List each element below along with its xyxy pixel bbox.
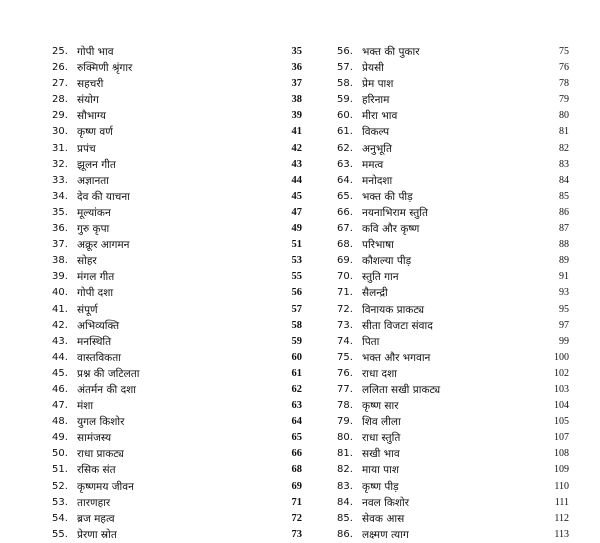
- entry-number: 72.: [337, 303, 353, 315]
- entry-title: विनायक प्राकट्य: [362, 303, 425, 316]
- entry-number: 67.: [337, 223, 353, 235]
- contents-entry: [52, 157, 302, 173]
- entry-number: 49.: [52, 432, 68, 444]
- entry-page-number: 62: [291, 383, 302, 395]
- entry-number: 74.: [337, 335, 353, 347]
- entry-number: 29.: [52, 110, 68, 122]
- entry-number: 64.: [337, 174, 353, 186]
- entry-number: 61.: [337, 126, 353, 138]
- entry-number: 48.: [52, 416, 68, 428]
- entry-page-number: 60: [291, 351, 302, 363]
- entry-title: शिव लीला: [362, 416, 401, 429]
- entry-title: रसिक संत: [77, 464, 116, 477]
- contents-entry: [337, 237, 569, 253]
- contents-entry: [337, 511, 569, 527]
- entry-number: 77.: [337, 383, 353, 395]
- entry-page-number: 63: [291, 400, 302, 412]
- entry-title: कौशल्या पीड़: [362, 255, 412, 268]
- entry-title: नयनाभिराम स्तुति: [362, 206, 428, 219]
- contents-entry: [337, 366, 569, 382]
- entry-number: 25.: [52, 46, 68, 57]
- entry-title: मीरा भाव: [362, 110, 398, 123]
- entry-number: 76.: [337, 367, 353, 379]
- entry-page-number: 57: [291, 303, 302, 315]
- entry-title: सामंजस्य: [77, 432, 112, 445]
- contents-entry: [337, 495, 569, 511]
- entry-number: 68.: [337, 239, 353, 251]
- contents-entry: [52, 205, 302, 221]
- entry-number: 30.: [52, 126, 68, 138]
- entry-page-number: 100: [554, 351, 569, 363]
- entry-title: मूल्यांकन: [77, 206, 111, 219]
- entry-page-number: 89: [559, 255, 569, 267]
- entry-title: मनस्थिति: [77, 335, 112, 348]
- contents-entry: [52, 479, 302, 495]
- entry-page-number: 39: [291, 110, 302, 122]
- entry-title: अनुभूति: [362, 142, 392, 155]
- entry-page-number: 84: [559, 174, 569, 186]
- contents-entry: [337, 124, 569, 140]
- entry-page-number: 61: [291, 367, 302, 379]
- entry-page-number: 109: [554, 464, 569, 476]
- entry-page-number: 42: [291, 142, 302, 154]
- entry-page-number: 102: [554, 367, 569, 379]
- entry-title: प्रेरणा स्रोत: [77, 528, 117, 541]
- contents-entry: [337, 318, 569, 334]
- entry-number: 85.: [337, 512, 353, 524]
- entry-title: सेवक आस: [362, 512, 405, 525]
- entry-page-number: 58: [291, 319, 302, 331]
- entry-page-number: 86: [559, 206, 569, 218]
- entry-title: नवल किशोर: [362, 496, 410, 509]
- entry-page-number: 80: [559, 110, 569, 122]
- entry-number: 33.: [52, 174, 68, 186]
- contents-entry: [52, 189, 302, 205]
- entry-page-number: 93: [559, 287, 569, 299]
- entry-page-number: 87: [559, 223, 569, 235]
- entry-page-number: 66: [291, 448, 302, 460]
- entry-title: वास्तविकता: [77, 351, 121, 364]
- entry-number: 56.: [337, 46, 353, 57]
- entry-number: 62.: [337, 142, 353, 154]
- contents-entry: [52, 141, 302, 157]
- entry-page-number: 47: [291, 206, 302, 218]
- contents-entry: [52, 366, 302, 382]
- entry-number: 47.: [52, 400, 68, 412]
- entry-page-number: 38: [291, 94, 302, 106]
- contents-entry: [337, 430, 569, 446]
- contents-entry: [52, 511, 302, 527]
- contents-entry: [337, 221, 569, 237]
- entry-number: 52.: [52, 480, 68, 492]
- entry-number: 57.: [337, 62, 353, 74]
- entry-title: भक्त की पुकार: [362, 46, 420, 58]
- contents-entry: [52, 414, 302, 430]
- entry-page-number: 51: [291, 239, 302, 251]
- entry-number: 66.: [337, 206, 353, 218]
- entry-number: 40.: [52, 287, 68, 299]
- contents-entry: [337, 462, 569, 478]
- contents-entry: [337, 479, 569, 495]
- entry-title: कृष्ण सार: [362, 400, 399, 413]
- entry-number: 42.: [52, 319, 68, 331]
- contents-entry: [52, 430, 302, 446]
- entry-number: 45.: [52, 367, 68, 379]
- contents-entry: [52, 334, 302, 350]
- entry-number: 36.: [52, 223, 68, 235]
- entry-page-number: 64: [291, 416, 302, 428]
- contents-entry: [52, 60, 302, 76]
- entry-page-number: 91: [559, 271, 569, 283]
- entry-title: सौभाग्य: [77, 110, 106, 123]
- entry-number: 78.: [337, 400, 353, 412]
- contents-entry: [52, 398, 302, 414]
- entry-page-number: 49: [291, 223, 302, 235]
- entry-number: 43.: [52, 335, 68, 347]
- entry-number: 35.: [52, 206, 68, 218]
- entry-number: 84.: [337, 496, 353, 508]
- entry-title: सोहर: [77, 255, 97, 268]
- entry-title: सहचरी: [77, 78, 104, 91]
- entry-page-number: 72: [291, 512, 302, 524]
- entry-page-number: 37: [291, 78, 302, 90]
- entry-page-number: 73: [291, 528, 302, 540]
- contents-entry: [337, 92, 569, 108]
- contents-entry: [52, 44, 302, 60]
- contents-entry: [52, 237, 302, 253]
- contents-entry: [337, 44, 569, 60]
- entry-page-number: 69: [291, 480, 302, 492]
- contents-entry: [337, 446, 569, 462]
- contents-entry: [52, 462, 302, 478]
- entry-title: गोपी दशा: [77, 287, 114, 300]
- entry-title: प्रपंच: [77, 142, 96, 155]
- entry-number: 60.: [337, 110, 353, 122]
- entry-page-number: 43: [291, 158, 302, 170]
- entry-page-number: 36: [291, 62, 302, 74]
- contents-entry: [337, 302, 569, 318]
- contents-entry: [52, 527, 302, 543]
- entry-number: 82.: [337, 464, 353, 476]
- entry-number: 86.: [337, 528, 353, 540]
- entry-page-number: 71: [291, 496, 302, 508]
- entry-page-number: 78: [559, 78, 569, 90]
- entry-number: 81.: [337, 448, 353, 460]
- entry-title: देव की याचना: [77, 190, 130, 203]
- entry-page-number: 83: [559, 158, 569, 170]
- entry-number: 32.: [52, 158, 68, 170]
- contents-entry: [337, 527, 569, 543]
- entry-page-number: 53: [291, 255, 302, 267]
- entry-page-number: 82: [559, 142, 569, 154]
- entry-title: अभिव्यक्ति: [77, 319, 120, 332]
- entry-number: 39.: [52, 271, 68, 283]
- entry-title: कृष्ण पीड़: [362, 480, 399, 493]
- entry-page-number: 105: [554, 416, 569, 428]
- contents-entry: [337, 189, 569, 205]
- entry-page-number: 88: [559, 239, 569, 251]
- contents-entry: [52, 495, 302, 511]
- contents-entry: [52, 382, 302, 398]
- entry-title: प्रश्न की जटिलता: [77, 367, 140, 380]
- entry-number: 53.: [52, 496, 68, 508]
- entry-number: 54.: [52, 512, 68, 524]
- entry-page-number: 113: [554, 528, 569, 540]
- entry-number: 75.: [337, 351, 353, 363]
- entry-title: राधा दशा: [362, 367, 397, 380]
- entry-page-number: 75: [559, 46, 569, 57]
- contents-column-left: [52, 44, 302, 543]
- entry-title: ब्रज महत्व: [77, 512, 115, 525]
- entry-number: 65.: [337, 190, 353, 202]
- entry-page-number: 81: [559, 126, 569, 138]
- contents-entry: [52, 318, 302, 334]
- entry-title: सखी भाव: [362, 448, 400, 461]
- entry-title: सीता विजटा संवाद: [362, 319, 433, 332]
- entry-title: गोपी भाव: [77, 46, 114, 58]
- entry-page-number: 68: [291, 464, 302, 476]
- entry-page-number: 99: [559, 335, 569, 347]
- entry-title: कृष्णमय जीवन: [77, 480, 134, 493]
- entry-page-number: 79: [559, 94, 569, 106]
- contents-entry: [337, 108, 569, 124]
- contents-entry: [337, 76, 569, 92]
- entry-title: भक्त की पीड़: [362, 190, 413, 203]
- entry-number: 27.: [52, 78, 68, 90]
- entry-page-number: 103: [554, 383, 569, 395]
- entry-page-number: 97: [559, 319, 569, 331]
- entry-number: 63.: [337, 158, 353, 170]
- entry-title: पिता: [362, 335, 380, 348]
- contents-entry: [337, 269, 569, 285]
- entry-title: मनोदशा: [362, 174, 393, 187]
- entry-title: परिभाषा: [362, 239, 394, 252]
- entry-title: युगल किशोर: [77, 416, 125, 429]
- entry-number: 83.: [337, 480, 353, 492]
- contents-entry: [52, 302, 302, 318]
- contents-entry: [52, 350, 302, 366]
- contents-entry: [52, 76, 302, 92]
- entry-number: 38.: [52, 255, 68, 267]
- entry-number: 58.: [337, 78, 353, 90]
- entry-page-number: 108: [554, 448, 569, 460]
- contents-entry: [52, 285, 302, 301]
- entry-page-number: 35: [291, 46, 302, 57]
- entry-page-number: 56: [291, 287, 302, 299]
- entry-title: कृष्ण वर्ण: [77, 126, 113, 139]
- entry-title: राधा स्तुति: [362, 432, 401, 445]
- entry-title: मंशा: [77, 400, 94, 413]
- entry-page-number: 59: [291, 335, 302, 347]
- entry-number: 79.: [337, 416, 353, 428]
- contents-entry: [52, 173, 302, 189]
- entry-page-number: 95: [559, 303, 569, 315]
- entry-page-number: 107: [554, 432, 569, 444]
- entry-title: मंगल गीत: [77, 271, 115, 284]
- entry-number: 46.: [52, 383, 68, 395]
- entry-title: संयोग: [77, 94, 99, 107]
- contents-entry: [52, 92, 302, 108]
- entry-number: 34.: [52, 190, 68, 202]
- contents-entry: [337, 350, 569, 366]
- entry-number: 70.: [337, 271, 353, 283]
- entry-title: लक्ष्मण त्याग: [362, 528, 409, 541]
- entry-number: 31.: [52, 142, 68, 154]
- entry-title: कवि और कृष्ण: [362, 223, 420, 236]
- entry-number: 69.: [337, 255, 353, 267]
- entry-title: संपूर्ण: [77, 303, 98, 316]
- entry-number: 55.: [52, 528, 68, 540]
- contents-entry: [52, 253, 302, 269]
- entry-number: 80.: [337, 432, 353, 444]
- contents-entry: [337, 157, 569, 173]
- entry-page-number: 44: [291, 174, 302, 186]
- contents-column-right: [337, 44, 569, 543]
- entry-title: विकल्प: [362, 126, 390, 139]
- entry-page-number: 112: [554, 512, 569, 524]
- entry-number: 50.: [52, 448, 68, 460]
- entry-page-number: 55: [291, 271, 302, 283]
- contents-entry: [52, 221, 302, 237]
- entry-title: रुक्मिणी श्रृंगार: [77, 62, 133, 75]
- contents-entry: [337, 173, 569, 189]
- entry-title: झूलन गीत: [77, 158, 116, 171]
- entry-page-number: 65: [291, 432, 302, 444]
- entry-number: 71.: [337, 287, 353, 299]
- entry-title: ममत्व: [362, 158, 384, 171]
- entry-page-number: 41: [291, 126, 302, 138]
- entry-number: 28.: [52, 94, 68, 106]
- entry-title: अक्रूर आगमन: [77, 239, 130, 252]
- entry-title: माया पाश: [362, 464, 399, 477]
- entry-title: ललिता सखी प्राकट्य: [362, 383, 441, 396]
- contents-entry: [337, 285, 569, 301]
- contents-entry: [337, 382, 569, 398]
- entry-number: 37.: [52, 239, 68, 251]
- entry-page-number: 85: [559, 190, 569, 202]
- entry-number: 41.: [52, 303, 68, 315]
- contents-entry: [52, 108, 302, 124]
- contents-entry: [52, 269, 302, 285]
- entry-page-number: 110: [554, 480, 569, 492]
- entry-title: राधा प्राकट्य: [77, 448, 124, 461]
- contents-entry: [52, 124, 302, 140]
- contents-entry: [337, 141, 569, 157]
- contents-entry: [337, 60, 569, 76]
- entry-page-number: 45: [291, 190, 302, 202]
- entry-title: सैलन्द्री: [362, 287, 388, 300]
- contents-entry: [337, 398, 569, 414]
- contents-entry: [337, 253, 569, 269]
- entry-title: अंतर्मन की दशा: [77, 383, 137, 396]
- entry-number: 59.: [337, 94, 353, 106]
- entry-title: अज्ञानता: [77, 174, 110, 187]
- entry-number: 51.: [52, 464, 68, 476]
- entry-number: 44.: [52, 351, 68, 363]
- entry-page-number: 76: [559, 62, 569, 74]
- entry-title: प्रेयसी: [362, 62, 384, 75]
- entry-number: 73.: [337, 319, 353, 331]
- entry-title: गुरु कृपा: [77, 223, 110, 236]
- entry-title: हरिनाम: [362, 94, 390, 107]
- contents-entry: [337, 334, 569, 350]
- entry-page-number: 111: [554, 496, 569, 508]
- entry-title: स्तुति गान: [362, 271, 399, 284]
- entry-title: तारणहार: [77, 496, 111, 509]
- entry-title: भक्त और भगवान: [362, 351, 431, 364]
- entry-page-number: 104: [554, 400, 569, 412]
- entry-number: 26.: [52, 62, 68, 74]
- contents-entry: [337, 414, 569, 430]
- contents-entry: [337, 205, 569, 221]
- entry-title: प्रेम पाश: [362, 78, 394, 91]
- contents-entry: [52, 446, 302, 462]
